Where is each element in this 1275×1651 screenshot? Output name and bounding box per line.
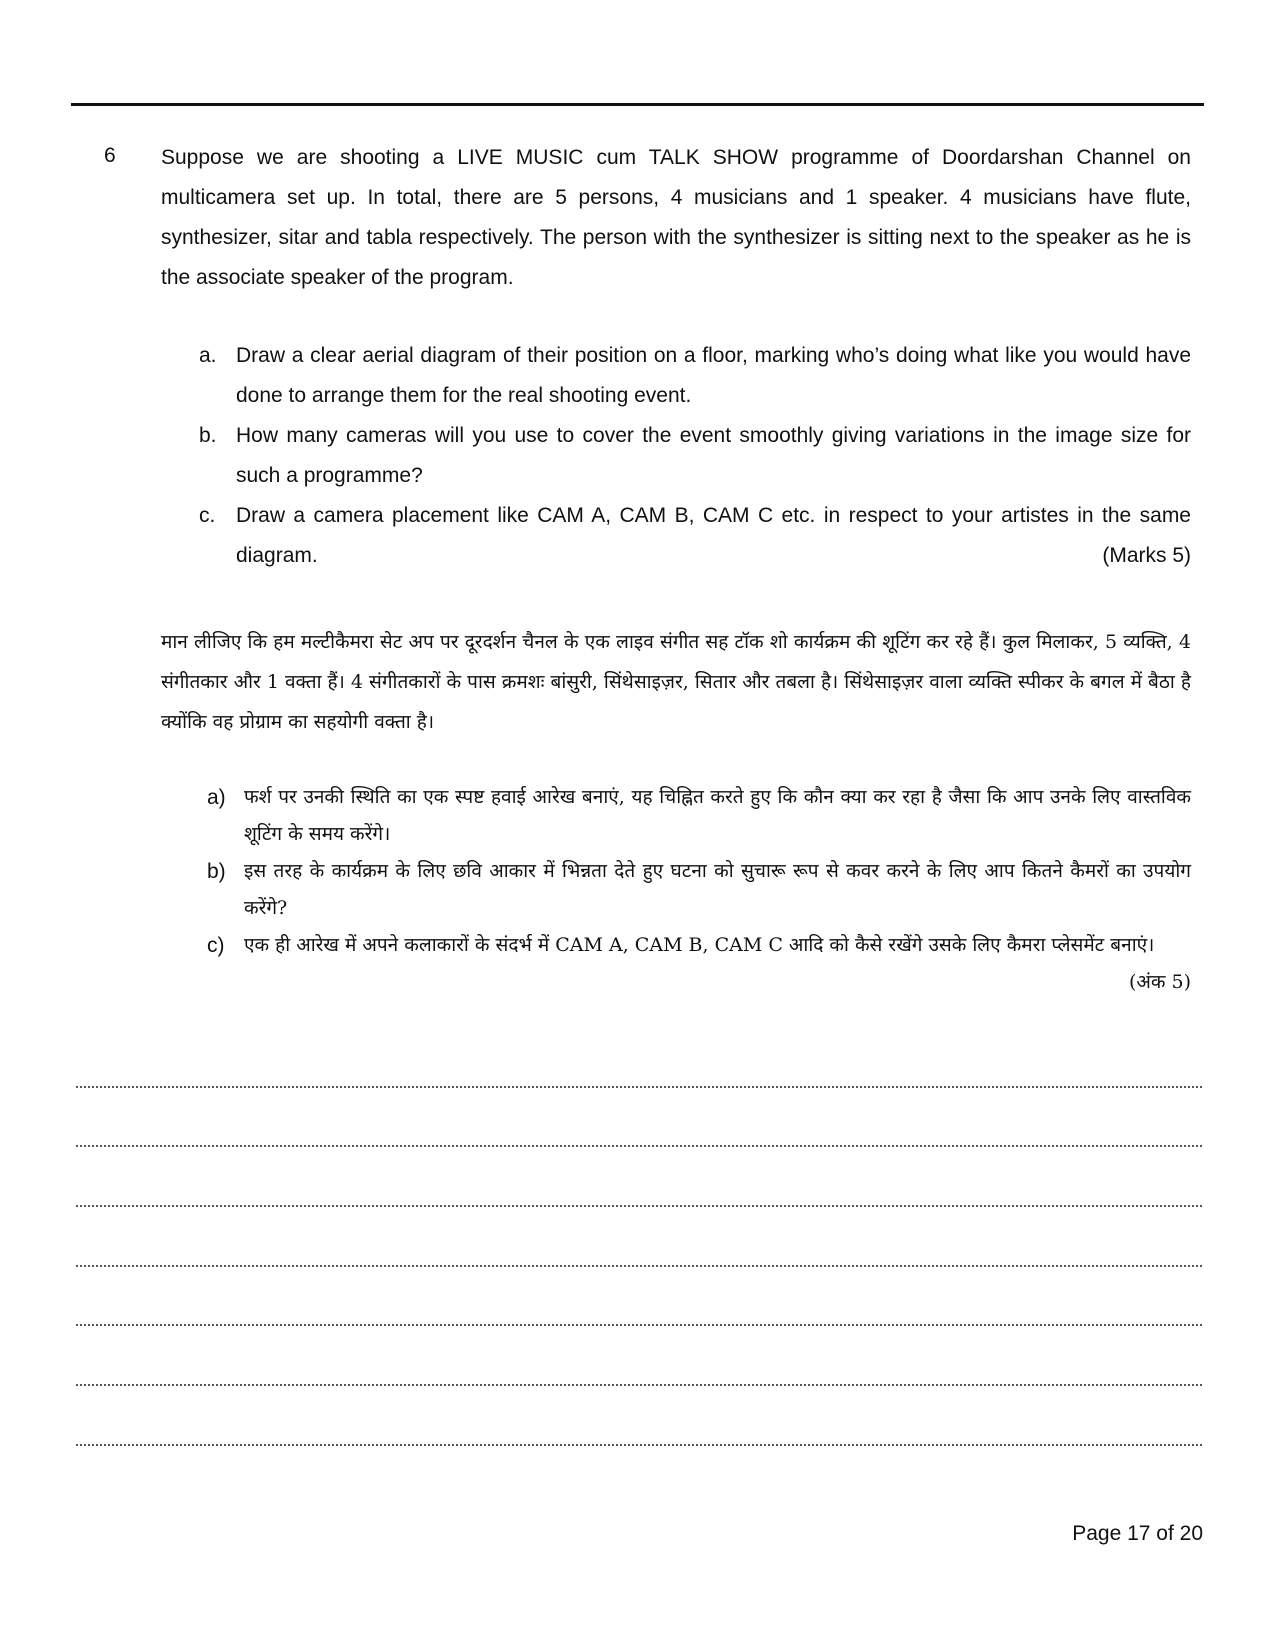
part-text: फर्श पर उनकी स्थिति का एक स्पष्ट हवाई आरेख बनाएं, यह चिह्नित करते हुए कि कौन क्या कर रहा है जैसा कि आप उनके लिए वास्तविक शूटिंग के समय करेंगे। xyxy=(244,786,1191,845)
part-b-hindi xyxy=(161,853,1191,927)
part-text: How many cameras will you use to cover the event smoothly giving variations in the image size for such a programme? xyxy=(236,424,1191,487)
answer-line[interactable] xyxy=(76,1145,1202,1147)
part-marker: a. xyxy=(199,344,217,367)
question-stem-english: Suppose we are shooting a LIVE MUSIC cum TALK SHOW programme of Doordarshan Channel on multicamera set up. In total, there are 5 persons, 4 musicians and 1 speaker. 4 musicians have flute, synthesizer, sitar and tabla respectively. The person with the synthesizer is sitting next to the speaker as he is the associate speaker of the program. xyxy=(161,146,1191,289)
answer-line[interactable] xyxy=(76,1444,1202,1446)
part-c-hindi xyxy=(161,927,1191,993)
part-b-english xyxy=(161,416,1191,496)
answer-line[interactable] xyxy=(76,1265,1202,1267)
part-c-english xyxy=(161,496,1191,576)
question-parts-english xyxy=(161,336,1191,576)
answer-line[interactable] xyxy=(76,1324,1202,1326)
top-rule xyxy=(71,103,1204,106)
part-marker: b) xyxy=(207,860,226,883)
question-number: 6 xyxy=(104,144,116,167)
part-marker: b. xyxy=(199,424,217,447)
part-a-english xyxy=(161,336,1191,416)
question-parts-hindi xyxy=(161,779,1191,1001)
part-marker: c. xyxy=(199,504,216,527)
answer-line[interactable] xyxy=(76,1086,1202,1088)
answer-line[interactable] xyxy=(76,1205,1202,1207)
part-marker: c) xyxy=(207,934,225,957)
part-text: Draw a clear aerial diagram of their position on a floor, marking who’s doing what like you would have done to arrange them for the real shooting event. xyxy=(236,344,1191,407)
part-marker: a) xyxy=(207,786,226,809)
marks-hindi: (अंक 5) xyxy=(1128,971,1191,993)
question-stem-hindi: मान लीजिए कि हम मल्टीकैमरा सेट अप पर दूरदर्शन चैनल के एक लाइव संगीत सह टॉक शो कार्यक्रम की शूटिंग कर रहे हैं। कुल मिलाकर, 5 व्यक्ति, 4 संगीतकार और 1 वक्ता हैं। 4 संगीतकारों के पास क्रमशः बांसुरी, सिंथेसाइज़र, सितार और तबला है। सिंथेसाइज़र वाला व्यक्ति स्पीकर के बगल में बैठा है क्योंकि वह प्रोग्राम का सहयोगी वक्ता है। xyxy=(161,631,1191,733)
answer-line[interactable] xyxy=(76,1384,1202,1386)
part-text: इस तरह के कार्यक्रम के लिए छवि आकार में भिन्नता देते हुए घटना को सुचारू रूप से कवर करने के लिए आप कितने कैमरों का उपयोग करेंगे? xyxy=(244,860,1191,919)
page-number: Page 17 of 20 xyxy=(1072,1522,1203,1545)
part-text: Draw a camera placement like CAM A, CAM B, CAM C etc. in respect to your artistes in the same diagram. xyxy=(236,504,1191,567)
part-text: एक ही आरेख में अपने कलाकारों के संदर्भ में CAM A, CAM B, CAM C आदि को कैसे रखेंगे उसके लिए कैमरा प्लेसमेंट बनाएं। xyxy=(244,934,1155,956)
marks-english: (Marks 5) xyxy=(1102,544,1191,567)
part-a-hindi xyxy=(161,779,1191,853)
